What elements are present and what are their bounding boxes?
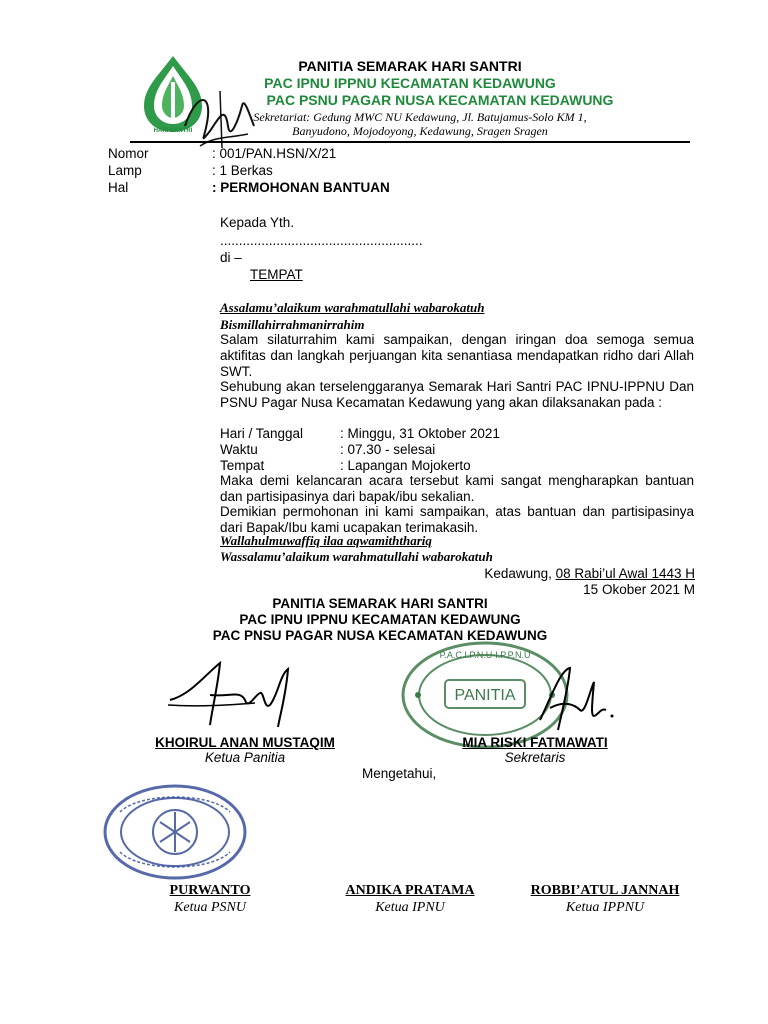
paragraph-3: Maka demi kelancaran acara tersebut kami sangat mengharapkan bantuan dan partisipasinya dari bapak/ibu sekalian. xyxy=(220,473,694,504)
paragraph-1: Salam silaturrahim kami sampaikan, dengan iringan doa semoga semua aktifitas dan langkah perjuangan kita senantiasa mendapatkan ridho dari Allah SWT. xyxy=(220,332,694,379)
recipient-di: di – xyxy=(220,250,242,265)
stamp-ring-text: P.A.C.I.P.N.U-I.P.P.N.U xyxy=(439,650,531,660)
date-place: Kedawung, xyxy=(484,566,556,581)
signature-ketua-panitia xyxy=(160,655,320,735)
signer2-role: Sekretaris xyxy=(504,750,566,765)
detail-label-waktu: Waktu xyxy=(220,442,258,457)
paragraph-4: Demikian permohonan ini kami sampaikan, atas bantuan dan partisipasinya dari Bapak/Ibu kami ucapakan terimakasih. xyxy=(220,504,694,535)
closing-wassalamu: Wassalamu’alaikum warahmatullahi wabarokatuh xyxy=(220,549,493,564)
meta-value-lamp: : 1 Berkas xyxy=(212,163,273,178)
sig-org2: PAC PNSU PAGAR NUSA KECAMATAN KEDAWUNG xyxy=(212,628,548,643)
greeting: Assalamu’alaikum warahmatullahi wabarokatuh xyxy=(220,300,485,315)
detail-value-waktu: : 07.30 - selesai xyxy=(340,442,436,457)
date-masehi: 15 Okober 2021 M xyxy=(583,582,695,597)
sig-org1: PAC IPNU IPPNU KECAMATAN KEDAWUNG xyxy=(239,612,521,627)
bottom-signer1-name: PURWANTO xyxy=(169,883,251,898)
bottom-signer3-role: Ketua IPPNU xyxy=(565,900,645,915)
sig-title: PANITIA SEMARAK HARI SANTRI xyxy=(272,596,488,611)
bottom-signer1-role: Ketua PSNU xyxy=(174,900,246,915)
closing-wallahul: Wallahulmuwaffiq ilaa aqwamiththariq xyxy=(220,533,432,548)
recipient-tempat: TEMPAT xyxy=(250,267,303,282)
header-address-line2: Banyudono, Mojodoyong, Kedawung, Sragen Sragen xyxy=(292,124,548,138)
paragraph-2: Sehubung akan terselenggaranya Semarak Hari Santri PAC IPNU-IPPNU Dan PSNU Pagar Nusa Kecamatan Kedawung yang akan dilaksanakan pada : xyxy=(220,379,694,410)
signature-sekretaris xyxy=(530,660,620,740)
bottom-signer2-name: ANDIKA PRATAMA xyxy=(345,883,475,898)
bismillah: Bismillahirrahmanirrahim xyxy=(220,317,365,332)
header-divider xyxy=(130,141,690,143)
header-title: PANITIA SEMARAK HARI SANTRI xyxy=(298,58,522,74)
bottom-signer2-role: Ketua IPNU xyxy=(375,900,445,915)
recipient-dots: ...................................................... xyxy=(220,233,423,248)
stamp-center-text: PANITIA xyxy=(454,687,516,704)
header-org-line1: PAC IPNU IPPNU KECAMATAN KEDAWUNG xyxy=(264,75,556,91)
date-line xyxy=(440,566,695,581)
signer2-name: MIA RISKI FATMAWATI xyxy=(462,735,608,750)
logo-text: HARI SANTRI xyxy=(153,128,193,134)
mengetahui: Mengetahui, xyxy=(362,766,437,781)
detail-label-tempat: Tempat xyxy=(220,458,265,473)
signer1-name: KHOIRUL ANAN MUSTAQIM xyxy=(155,735,335,750)
meta-label-hal: Hal xyxy=(108,180,129,195)
bottom-signer3-name: ROBBI’ATUL JANNAH xyxy=(530,883,680,898)
meta-label-lamp: Lamp xyxy=(108,163,142,178)
detail-value-hari: : Minggu, 31 Oktober 2021 xyxy=(340,426,500,441)
psnu-stamp xyxy=(100,782,250,882)
signer1-role: Ketua Panitia xyxy=(204,750,286,765)
detail-value-tempat: : Lapangan Mojokerto xyxy=(340,458,471,473)
detail-label-hari: Hari / Tanggal xyxy=(220,426,304,441)
header-org-line2: PAC PSNU PAGAR NUSA KECAMATAN KEDAWUNG xyxy=(266,92,614,108)
date-hijri: 08 Rabi’ul Awal 1443 H xyxy=(555,566,695,581)
meta-value-nomor: : 001/PAN.HSN/X/21 xyxy=(212,146,337,161)
meta-value-hal: : PERMOHONAN BANTUAN xyxy=(212,180,390,195)
meta-label-nomor: Nomor xyxy=(108,146,149,161)
header-address-line1: Sekretariat: Gedung MWC NU Kedawung, Jl. Batujamus-Solo KM 1, xyxy=(253,110,587,124)
recipient-kepada: Kepada Yth. xyxy=(220,215,295,230)
